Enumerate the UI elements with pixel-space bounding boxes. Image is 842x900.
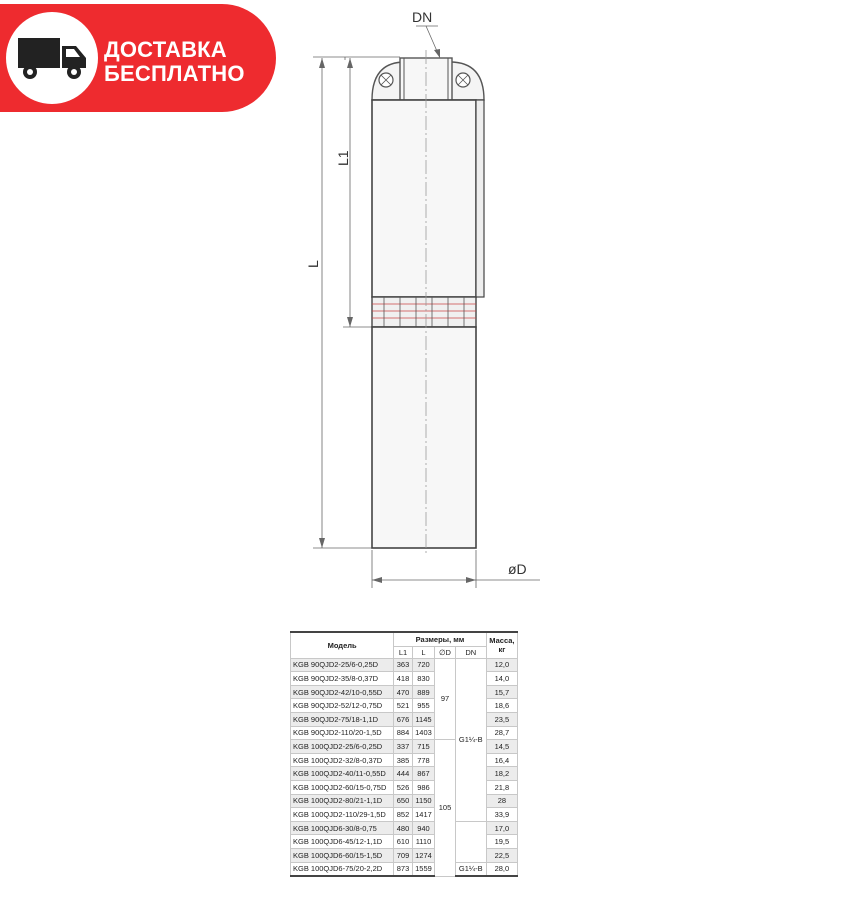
cell-l: 778	[412, 753, 434, 767]
header-l: L	[412, 646, 434, 658]
cell-l: 867	[412, 767, 434, 781]
header-dn: DN	[455, 646, 486, 658]
cell-l: 830	[412, 672, 434, 686]
cell-mass: 28,0	[486, 862, 517, 876]
cell-l1: 418	[394, 672, 413, 686]
cell-l1: 852	[394, 808, 413, 822]
cell-mass: 17,0	[486, 821, 517, 835]
cell-mass: 12,0	[486, 658, 517, 672]
cell-mass: 28,7	[486, 726, 517, 740]
cell-l1: 480	[394, 821, 413, 835]
badge-line1: ДОСТАВКА	[104, 37, 227, 62]
cell-model: KGB 100QJD6-30/8-0,75	[291, 821, 394, 835]
cell-mass: 18,6	[486, 699, 517, 713]
cell-mass: 33,9	[486, 808, 517, 822]
cell-l1: 385	[394, 753, 413, 767]
cell-l1: 521	[394, 699, 413, 713]
cell-l1: 884	[394, 726, 413, 740]
cell-l: 940	[412, 821, 434, 835]
cell-mass: 15,7	[486, 685, 517, 699]
header-l1: L1	[394, 646, 413, 658]
cell-l: 1145	[412, 712, 434, 726]
intake-screen	[372, 297, 476, 327]
cell-l: 889	[412, 685, 434, 699]
cell-mass: 18,2	[486, 767, 517, 781]
header-model: Модель	[291, 632, 394, 658]
cell-model: KGB 100QJD2-40/11-0,55D	[291, 767, 394, 781]
cell-mass: 23,5	[486, 712, 517, 726]
cell-l: 1417	[412, 808, 434, 822]
header-sizes: Размеры, мм	[394, 632, 487, 646]
label-dn: DN	[412, 9, 433, 25]
cell-mass: 16,4	[486, 753, 517, 767]
cell-mass: 14,5	[486, 740, 517, 754]
spec-table-body	[291, 658, 518, 876]
cell-model: KGB 100QJD6-45/12-1,1D	[291, 835, 394, 849]
cell-l1: 444	[394, 767, 413, 781]
cell-mass: 22,5	[486, 848, 517, 862]
cell-l: 1150	[412, 794, 434, 808]
cell-dn-group-1: G1¼-B	[455, 658, 486, 821]
cell-l1: 709	[394, 848, 413, 862]
cell-l1: 650	[394, 794, 413, 808]
header-mass: Масса, кг	[486, 632, 517, 658]
cell-d-group-2: 105	[435, 740, 456, 876]
table-row	[291, 658, 518, 672]
cell-l: 1110	[412, 835, 434, 849]
cell-model: KGB 100QJD2-80/21-1,1D	[291, 794, 394, 808]
cell-model: KGB 100QJD2-60/15-0,75D	[291, 780, 394, 794]
cell-l: 1403	[412, 726, 434, 740]
cell-mass: 28	[486, 794, 517, 808]
pump-motor	[372, 327, 476, 548]
cell-mass: 19,5	[486, 835, 517, 849]
cell-model: KGB 90QJD2-42/10-0,55D	[291, 685, 394, 699]
cell-l: 1274	[412, 848, 434, 862]
cell-mass: 21,8	[486, 780, 517, 794]
label-d: øD	[508, 561, 527, 577]
label-l: L	[305, 260, 321, 268]
table-row	[291, 821, 518, 835]
cell-model: KGB 90QJD2-110/20-1,5D	[291, 726, 394, 740]
badge-line2: БЕСПЛАТНО	[104, 61, 245, 86]
cell-l1: 676	[394, 712, 413, 726]
cell-l: 986	[412, 780, 434, 794]
cable-guard	[476, 100, 484, 297]
cell-model: KGB 90QJD2-75/18-1,1D	[291, 712, 394, 726]
cell-l1: 363	[394, 658, 413, 672]
cell-model: KGB 100QJD6-75/20-2,2D	[291, 862, 394, 876]
cell-model: KGB 100QJD2-32/8-0,37D	[291, 753, 394, 767]
cell-l1: 337	[394, 740, 413, 754]
cell-l1: 470	[394, 685, 413, 699]
cell-l: 1559	[412, 862, 434, 876]
cell-l: 715	[412, 740, 434, 754]
cell-model: KGB 90QJD2-52/12-0,75D	[291, 699, 394, 713]
cell-model: KGB 100QJD6-60/15-1,5D	[291, 848, 394, 862]
cell-l1: 526	[394, 780, 413, 794]
cell-l: 955	[412, 699, 434, 713]
cell-model: KGB 90QJD2-25/6-0,25D	[291, 658, 394, 672]
cell-mass: 14,0	[486, 672, 517, 686]
header-d: ∅D	[435, 646, 456, 658]
spec-table	[290, 631, 518, 877]
table-row	[291, 862, 518, 876]
pump-body	[372, 100, 476, 297]
cell-model: KGB 90QJD2-35/8-0,37D	[291, 672, 394, 686]
cell-l1: 873	[394, 862, 413, 876]
cell-d-group-1: 97	[435, 658, 456, 740]
label-l1: L1	[335, 150, 351, 166]
cell-dn-group-2: G1¼-B	[455, 862, 486, 876]
cell-dn-empty	[455, 821, 486, 862]
cell-l: 720	[412, 658, 434, 672]
cell-model: KGB 100QJD2-25/6-0,25D	[291, 740, 394, 754]
cell-l1: 610	[394, 835, 413, 849]
cell-model: KGB 100QJD2-110/29-1,5D	[291, 808, 394, 822]
